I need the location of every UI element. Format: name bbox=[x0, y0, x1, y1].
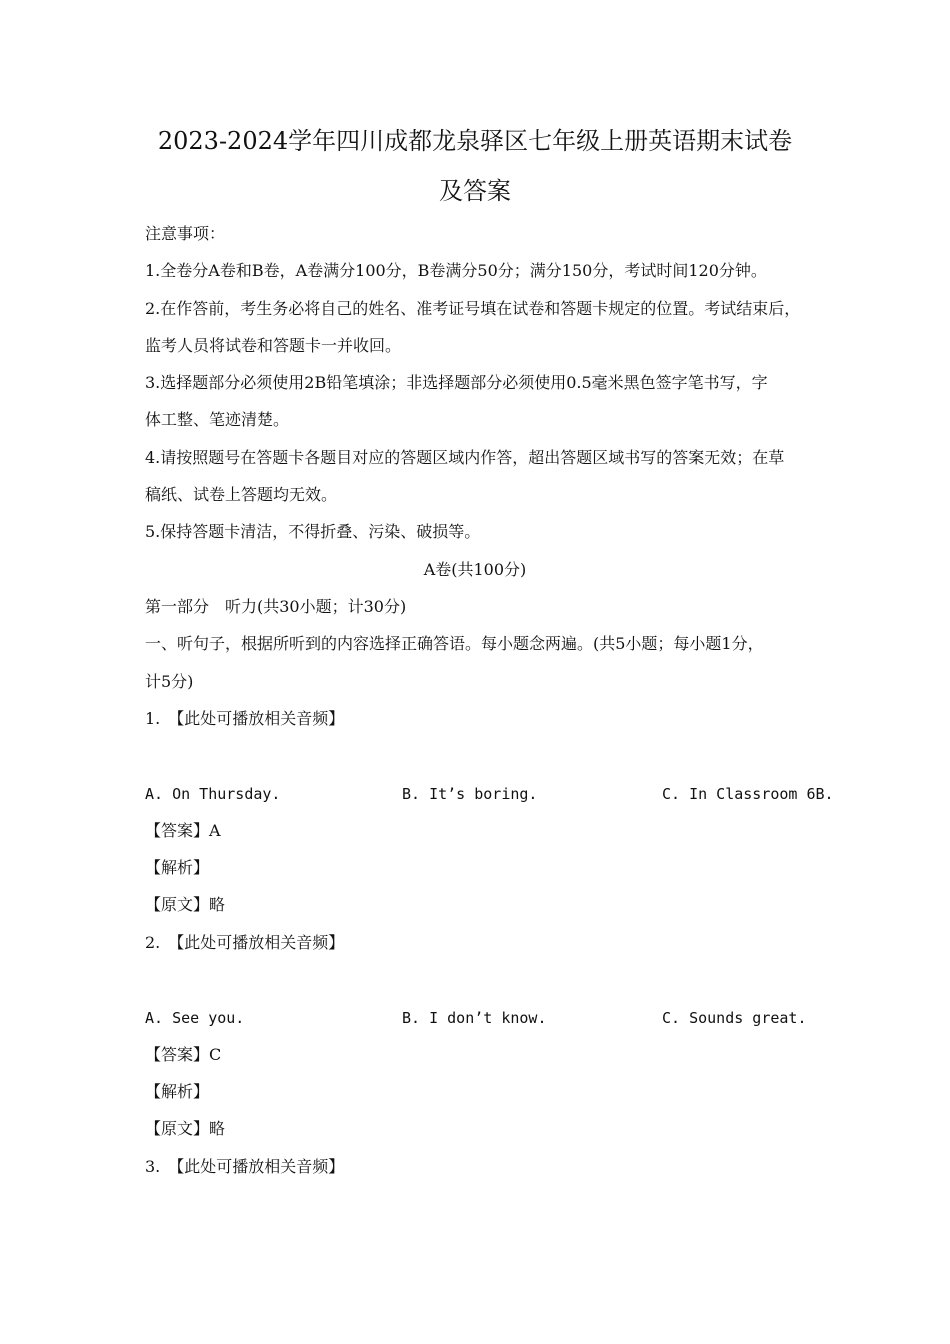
paper-a-heading: A卷(共100分) bbox=[423, 560, 527, 579]
question-1-answer: 【答案】A bbox=[145, 821, 221, 840]
question-1-option-b: B. It’s boring. bbox=[402, 785, 538, 803]
question-2-option-c: C. Sounds great. bbox=[662, 1009, 807, 1027]
note-item-4-line2: 稿纸、试卷上答题均无效。 bbox=[145, 485, 338, 504]
section-instruction-line2: 计5分) bbox=[145, 672, 194, 691]
note-item-3-line2: 体工整、笔迹清楚。 bbox=[145, 410, 290, 429]
notes-heading: 注意事项： bbox=[145, 224, 226, 243]
note-item-5: 5.保持答题卡清洁，不得折叠、污染、破损等。 bbox=[145, 522, 481, 541]
question-2-option-a: A. See you. bbox=[145, 1009, 245, 1027]
section-instruction-line1: 一、听句子，根据所听到的内容选择正确答语。每小题念两遍。(共5小题；每小题1分， bbox=[145, 634, 764, 653]
note-item-1: 1.全卷分A卷和B卷，A卷满分100分，B卷满分50分；满分150分，考试时间120分钟。 bbox=[145, 261, 767, 280]
document-title-line1: 2023-2024学年四川成都龙泉驿区七年级上册英语期末试卷 bbox=[157, 127, 793, 155]
question-2-stem: 2. 【此处可播放相关音频】 bbox=[145, 933, 345, 952]
question-1-option-a: A. On Thursday. bbox=[145, 785, 281, 803]
question-2-original-text: 【原文】略 bbox=[145, 1119, 226, 1138]
question-2-analysis: 【解析】 bbox=[145, 1082, 210, 1101]
question-1-option-c: C. In Classroom 6B. bbox=[662, 785, 834, 803]
part1-heading: 第一部分 听力(共30小题；计30分) bbox=[145, 597, 407, 616]
question-2-option-b: B. I don’t know. bbox=[402, 1009, 547, 1027]
note-item-3-line1: 3.选择题部分必须使用2B铅笔填涂；非选择题部分必须使用0.5毫米黑色签字笔书写，字 bbox=[145, 373, 768, 392]
question-1-original-text: 【原文】略 bbox=[145, 895, 226, 914]
question-3-stem: 3. 【此处可播放相关音频】 bbox=[145, 1157, 345, 1176]
note-item-2-line1: 2.在作答前，考生务必将自己的姓名、准考证号填在试卷和答题卡规定的位置。考试结束后， bbox=[145, 299, 801, 318]
document-title-line2: 及答案 bbox=[439, 177, 511, 205]
question-2-answer: 【答案】C bbox=[145, 1045, 222, 1064]
question-1-stem: 1. 【此处可播放相关音频】 bbox=[145, 709, 345, 728]
note-item-4-line1: 4.请按照题号在答题卡各题目对应的答题区域内作答，超出答题区域书写的答案无效；在草 bbox=[145, 448, 785, 467]
question-1-analysis: 【解析】 bbox=[145, 858, 210, 877]
note-item-2-line2: 监考人员将试卷和答题卡一并收回。 bbox=[145, 336, 402, 355]
